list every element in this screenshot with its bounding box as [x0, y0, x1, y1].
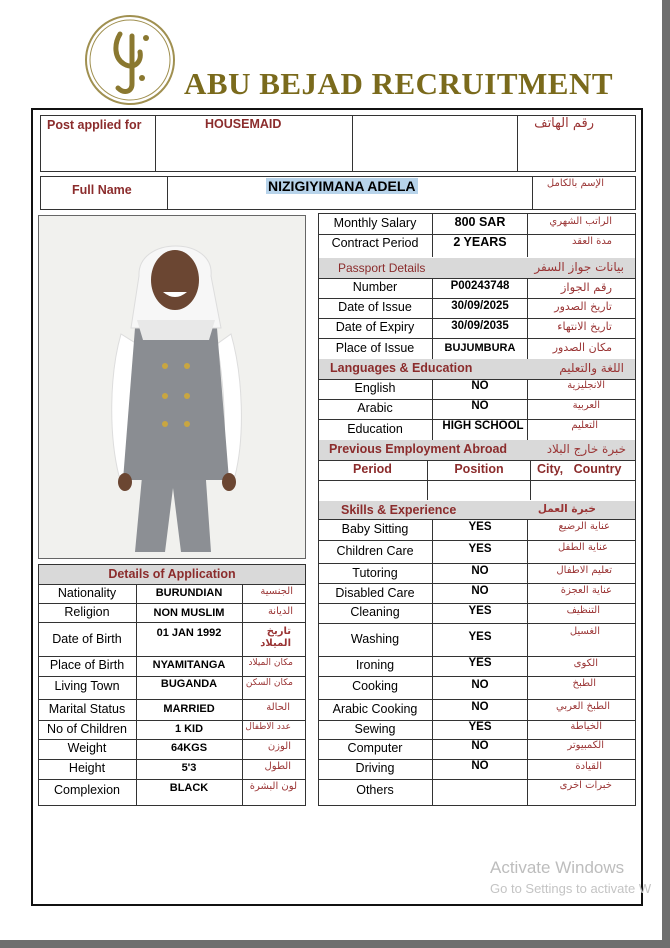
- skill-label: Driving: [355, 761, 395, 775]
- skill-label: Cleaning: [350, 605, 400, 619]
- passport-title: Passport Details: [338, 261, 426, 275]
- issue-date-label-ar: تاريخ الصدور: [554, 300, 612, 313]
- candidate-photo: [38, 215, 306, 559]
- activate-windows-watermark: Activate Windows: [490, 858, 625, 877]
- skill-label-ar: الكوى: [573, 658, 598, 669]
- skill-label-ar: الكمبيوتر: [567, 740, 604, 751]
- detail-value: 5'3: [181, 762, 197, 774]
- detail-label-ar: تاريخ الميلاد: [260, 626, 291, 649]
- skill-label-ar: خبرات اخرى: [559, 780, 612, 791]
- passport-number-label: Number: [352, 280, 398, 294]
- application-title: Details of Application: [108, 567, 236, 581]
- skill-label-ar: الطبخ العربي: [556, 701, 610, 712]
- issue-date-value: 30/09/2025: [451, 300, 509, 312]
- education-label-ar: التعليم: [571, 420, 598, 431]
- detail-value: 01 JAN 1992: [156, 627, 222, 639]
- skill-value: NO: [471, 740, 489, 752]
- post-label: Post applied for: [47, 118, 142, 132]
- skills-title: Skills & Experience: [341, 503, 457, 517]
- contract-period-label-ar: مدة العقد: [572, 236, 612, 247]
- detail-value: MARRIED: [163, 703, 215, 715]
- detail-label-ar: الديانة: [267, 606, 293, 617]
- detail-label: Nationality: [57, 586, 117, 600]
- skill-value: NO: [471, 679, 489, 691]
- arabic-value: NO: [471, 400, 489, 412]
- place-of-issue-label: Place of Issue: [335, 341, 415, 355]
- arabic-label: Arabic: [357, 401, 393, 415]
- employment-title: Previous Employment Abroad: [329, 442, 508, 456]
- skill-label: Sewing: [354, 722, 396, 736]
- skill-label-ar: عناية العجزة: [560, 585, 612, 596]
- skills-title-ar: خبرة العمل: [537, 503, 596, 515]
- place-of-issue-value: BUJUMBURA: [444, 342, 516, 354]
- english-label: English: [354, 381, 396, 395]
- full-name-value: NIZIGIYIMANA ADELA: [268, 178, 416, 194]
- skill-label-ar: الطبخ: [572, 678, 596, 689]
- window-edge-right: [662, 0, 670, 948]
- skill-label: Ironing: [355, 658, 395, 672]
- detail-value: NYAMITANGA: [152, 659, 226, 671]
- expiry-date-value: 30/09/2035: [451, 320, 509, 332]
- skill-label-ar: عناية الرضيع: [558, 521, 610, 532]
- full-name-label: Full Name: [72, 183, 132, 197]
- detail-label: Living Town: [54, 679, 120, 693]
- languages-title: Languages & Education: [330, 361, 473, 375]
- detail-value: NON MUSLIM: [153, 607, 225, 619]
- employment-position-header: Position: [454, 462, 504, 476]
- skill-value: YES: [468, 543, 492, 555]
- skill-value: NO: [471, 701, 489, 713]
- window-edge-bottom: [0, 940, 670, 948]
- company-name: ABU BEJAD RECRUITMENT: [184, 66, 614, 101]
- skill-value: NO: [471, 565, 489, 577]
- skill-label: Computer: [347, 741, 403, 755]
- skill-label-ar: الغسيل: [569, 626, 600, 637]
- detail-label-ar: الجنسية: [260, 586, 293, 597]
- detail-label: Marital Status: [48, 702, 126, 716]
- skill-value: YES: [468, 521, 492, 533]
- arabic-label-ar: العربية: [572, 400, 600, 411]
- activate-windows-hint: Go to Settings to activate W: [490, 881, 652, 896]
- detail-label: Date of Birth: [52, 632, 122, 646]
- contract-period-label: Contract Period: [331, 236, 419, 250]
- passport-number-value: P00243748: [450, 280, 510, 292]
- detail-label-ar: الحالة: [266, 702, 290, 713]
- issue-date-label: Date of Issue: [338, 300, 412, 314]
- passport-number-label-ar: رقم الجواز: [560, 280, 612, 294]
- skill-value: NO: [471, 760, 489, 772]
- skill-label: Arabic Cooking: [332, 702, 418, 716]
- skill-label: Baby Sitting: [341, 522, 409, 536]
- employment-period-header: Period: [353, 462, 392, 476]
- english-value: NO: [471, 380, 489, 392]
- employment-title-ar: خبرة خارج البلاد: [546, 442, 626, 456]
- skill-label-ar: عناية الطفل: [557, 542, 608, 553]
- place-of-issue-label-ar: مكان الصدور: [552, 341, 612, 354]
- detail-value: 64KGS: [170, 742, 208, 754]
- detail-value: BURUNDIAN: [155, 587, 223, 599]
- detail-value: BLACK: [169, 782, 209, 794]
- detail-label-ar: مكان الميلاد: [248, 658, 293, 668]
- skill-label-ar: القيادة: [575, 761, 602, 772]
- passport-title-ar: بيانات جواز السفر: [534, 260, 624, 274]
- skill-label-ar: الخياطة: [570, 721, 602, 732]
- skill-value: YES: [468, 721, 492, 733]
- phone-label: رقم الهاتف: [534, 116, 594, 131]
- detail-value: 1 KID: [174, 723, 204, 735]
- detail-label: Complexion: [53, 783, 120, 797]
- detail-label-ar: عدد الاطفال: [245, 722, 291, 732]
- detail-label: Height: [68, 761, 106, 775]
- salary-label-ar: الراتب الشهري: [549, 216, 612, 227]
- company-logo: [84, 14, 176, 106]
- education-value: HIGH SCHOOL: [442, 420, 524, 432]
- detail-label: Religion: [64, 605, 110, 619]
- detail-label-ar: مكان السكن: [245, 678, 293, 688]
- english-label-ar: الانجليزية: [567, 380, 605, 391]
- skill-label-ar: تعليم الاطفال: [556, 565, 612, 576]
- full-name-label-ar: الإسم بالكامل: [546, 178, 604, 189]
- detail-label: No of Children: [47, 722, 127, 736]
- expiry-date-label-ar: تاريخ الانتهاء: [557, 320, 612, 333]
- skill-value: NO: [471, 585, 489, 597]
- expiry-date-label: Date of Expiry: [335, 320, 415, 334]
- languages-title-ar: اللغة والتعليم: [559, 361, 624, 375]
- detail-label: Weight: [67, 741, 107, 755]
- skill-label: Tutoring: [352, 566, 398, 580]
- detail-label-ar: الطول: [264, 761, 291, 772]
- employment-city-header: City, Country: [537, 462, 622, 476]
- skill-value: YES: [468, 605, 492, 617]
- skill-label: Others: [356, 783, 394, 797]
- skill-label: Children Care: [336, 544, 414, 558]
- skill-value: YES: [468, 631, 492, 643]
- detail-label: Place of Birth: [49, 658, 125, 672]
- detail-value: BUGANDA: [160, 678, 218, 690]
- salary-label: Monthly Salary: [333, 216, 417, 230]
- skill-label-ar: التنظيف: [566, 605, 600, 616]
- detail-label-ar: الوزن: [267, 741, 291, 752]
- skill-value: YES: [468, 657, 492, 669]
- salary-value: 800 SAR: [454, 215, 506, 229]
- detail-label-ar: لون البشرة: [249, 781, 297, 792]
- skill-label: Disabled Care: [335, 586, 415, 600]
- skill-label: Cooking: [352, 679, 398, 693]
- education-label: Education: [347, 422, 403, 436]
- contract-period-value: 2 YEARS: [453, 235, 507, 249]
- skill-label: Washing: [350, 632, 400, 646]
- post-value: HOUSEMAID: [205, 117, 282, 131]
